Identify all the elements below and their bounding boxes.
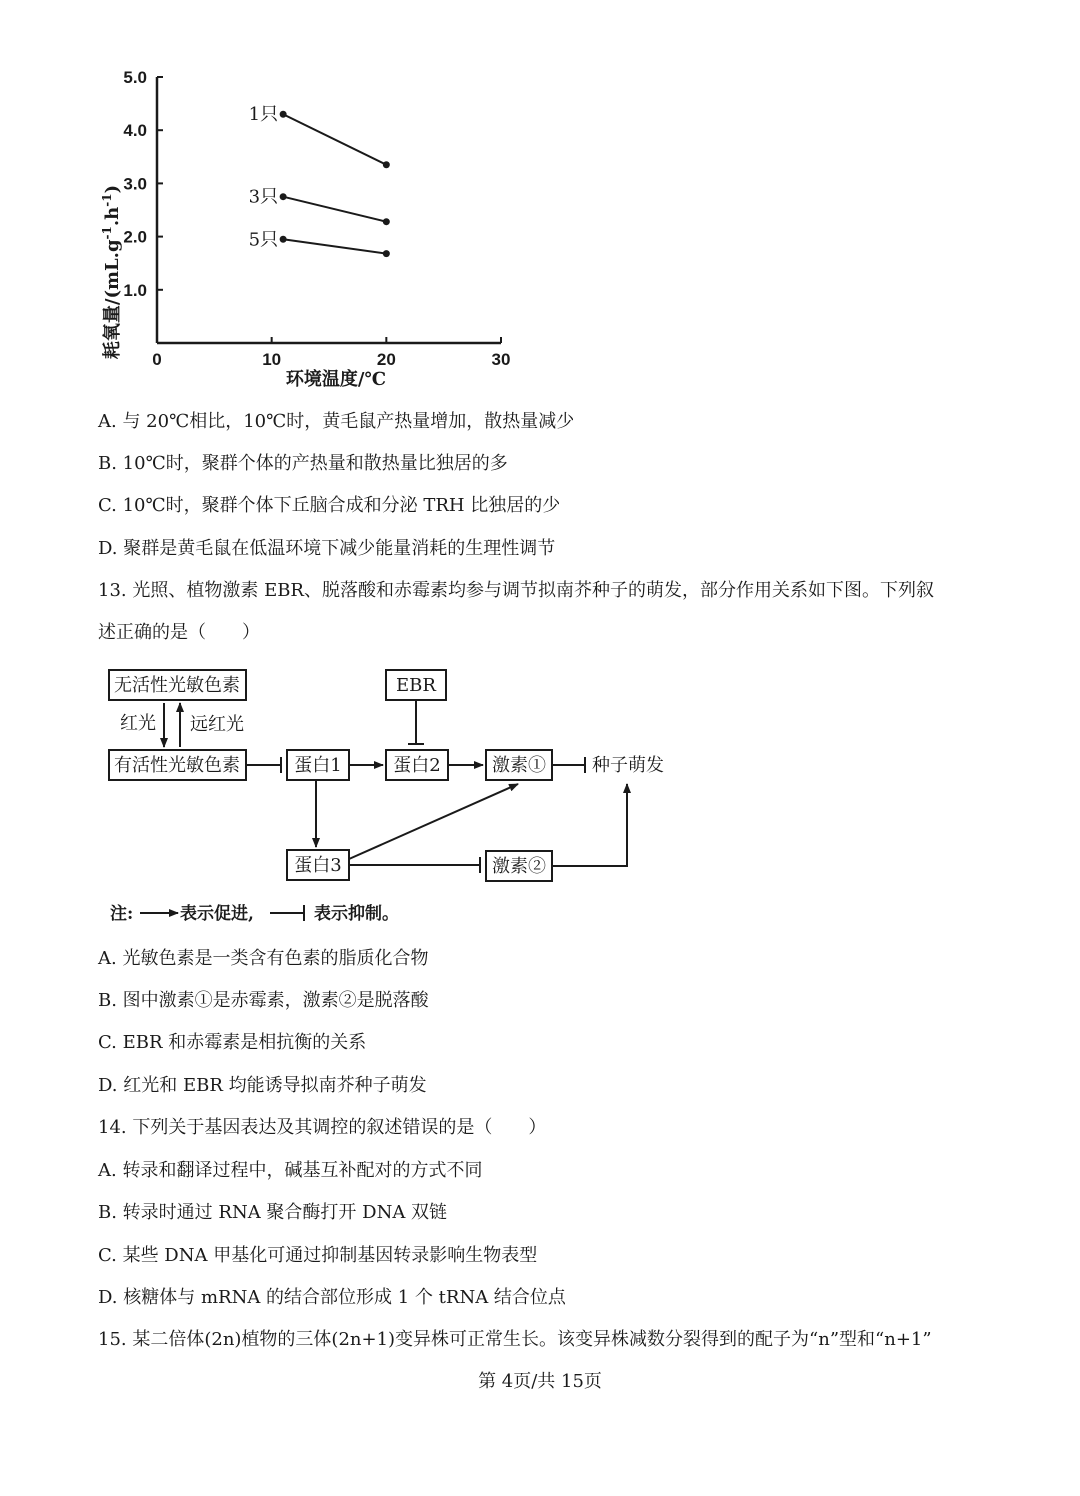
q14-option-c: C. 某些 DNA 甲基化可通过抑制基因转录影响生物表型 [98, 1245, 538, 1266]
q14-option-d: D. 核糖体与 mRNA 的结合部位形成 1 个 tRNA 结合位点 [98, 1287, 566, 1308]
data-point [383, 218, 390, 225]
y-tick-label: 4.0 [123, 121, 147, 141]
y-axis-label: 耗氧量$/(mL.g^{-1}.h^{-1})$ [100, 184, 123, 360]
q13-option-a: A. 光敏色素是一类含有色素的脂质化合物 [98, 948, 429, 969]
protein3-box [287, 850, 349, 880]
y-tick-label: 5.0 [123, 68, 147, 87]
series-line-2 [283, 197, 386, 222]
hormone2-promotes-germination [552, 784, 627, 866]
q13-stem-line1: 13. 光照、植物激素 EBR、脱落酸和赤霉素均参与调节拟南芥种子的萌发，部分作用关系如下图。下列叙 [98, 580, 934, 601]
q14-option-a: A. 转录和翻译过程中，碱基互补配对的方式不同 [98, 1160, 483, 1181]
q13-option-b: B. 图中激素①是赤霉素，激素②是脱落酸 [98, 990, 429, 1011]
active-phytochrome-box [109, 750, 246, 780]
x-tick-label: 30 [491, 350, 511, 369]
inactive-phytochrome-box [109, 670, 246, 700]
q12-option-c: C. 10℃时，聚群个体下丘脑合成和分泌 TRH 比独居的少 [98, 495, 561, 516]
series-line-1 [283, 114, 386, 165]
q14-option-b: B. 转录时通过 RNA 聚合酶打开 DNA 双链 [98, 1202, 448, 1223]
page-footer: 第 4页/共 15页 [478, 1371, 602, 1392]
data-point [383, 161, 390, 168]
y-tick-label: 2.0 [123, 227, 147, 247]
q12-option-d: D. 聚群是黄毛鼠在低温环境下减少能量消耗的生理性调节 [98, 538, 556, 559]
svg-text:激素①: 激素① [492, 755, 546, 776]
germination-label: 种子萌发 [592, 755, 664, 776]
data-point [280, 111, 287, 118]
x-tick-label: 20 [376, 350, 396, 369]
series-line-3 [283, 239, 386, 253]
hormone1-box [486, 750, 552, 780]
oxygen-consumption-chart [90, 60, 610, 460]
y-tick-label: 3.0 [123, 174, 147, 194]
protein3-promotes-hormone1 [349, 784, 518, 859]
x-axis-label: 环境温度/℃ [285, 369, 387, 390]
x-tick-label: 0 [152, 350, 162, 369]
note-inhibit: 表示抑制。 [314, 904, 399, 924]
q13-stem-line2: 述正确的是（ ） [98, 622, 260, 643]
svg-text:蛋白2: 蛋白2 [393, 755, 441, 776]
svg-text:蛋白3: 蛋白3 [294, 855, 342, 876]
germination-regulation-diagram [100, 660, 740, 940]
protein1-box [287, 750, 349, 780]
series-label: 3只 [248, 186, 279, 208]
series-label: 1只 [248, 104, 279, 126]
data-point [280, 193, 287, 200]
note-prefix: 注: [110, 904, 134, 924]
ebr-box [386, 670, 446, 700]
x-tick-label: 10 [262, 350, 282, 369]
q12-option-a: A. 与 20℃相比，10℃时，黄毛鼠产热量增加，散热量减少 [98, 411, 575, 432]
svg-text:EBR: EBR [396, 675, 436, 696]
data-point [383, 250, 390, 257]
far-red-label: 远红光 [190, 714, 244, 735]
svg-text:无活性光敏色素: 无活性光敏色素 [114, 675, 240, 696]
data-point [280, 236, 287, 243]
svg-text:有活性光敏色素: 有活性光敏色素 [114, 755, 240, 776]
red-light-label: 红光 [120, 713, 156, 734]
q15-stem: 15. 某二倍体(2n)植物的三体(2n+1)变异株可正常生长。该变异株减数分裂得到的配子为“n”型和“n+1” [98, 1329, 932, 1350]
q12-option-b: B. 10℃时，聚群个体的产热量和散热量比独居的多 [98, 453, 508, 474]
protein2-box [386, 750, 448, 780]
note-promote: 表示促进, [180, 904, 254, 924]
q13-option-d: D. 红光和 EBR 均能诱导拟南芥种子萌发 [98, 1075, 427, 1096]
series-label: 5只 [248, 229, 279, 251]
svg-text:蛋白1: 蛋白1 [294, 755, 342, 776]
hormone2-box [486, 851, 552, 881]
y-tick-label: 1.0 [123, 280, 147, 300]
svg-text:激素②: 激素② [492, 856, 546, 877]
q13-option-c: C. EBR 和赤霉素是相抗衡的关系 [98, 1032, 367, 1053]
q14-stem: 14. 下列关于基因表达及其调控的叙述错误的是（ ） [98, 1117, 547, 1138]
